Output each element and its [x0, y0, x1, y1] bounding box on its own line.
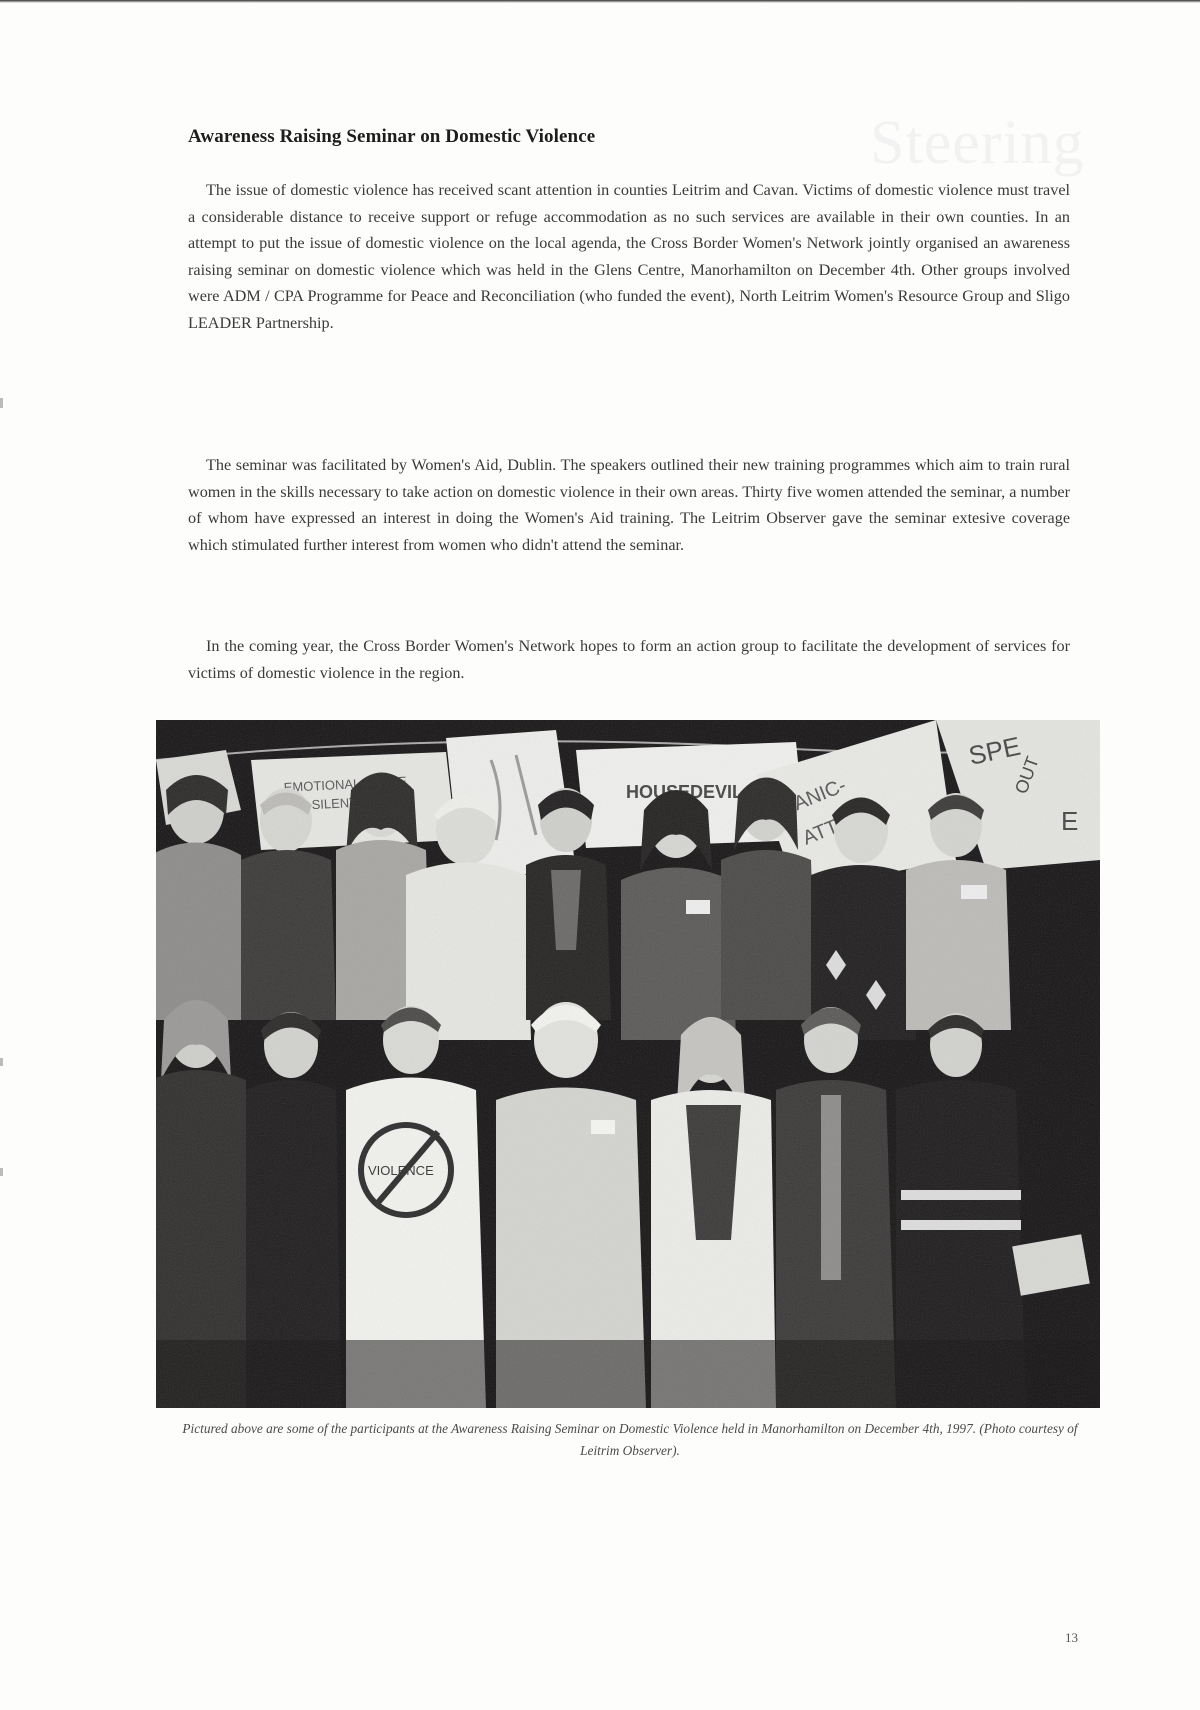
paragraph-seminar: The seminar was facilitated by Women's Aid, Dublin. The speakers outlined their new training programmes which aim to train rural women in the skills necessary to take action on domestic violence in their own areas. Thirty five women attended the seminar, a number of whom have expressed an interest in doing the Women's Aid training. The Leitrim Observer gave the seminar extesive coverage which stimulated further interest from women who didn't attend the seminar.	[188, 456, 1070, 554]
scan-top-edge	[0, 0, 1200, 3]
photo-caption: Pictured above are some of the participants at the Awareness Raising Seminar on Domestic Violence held in Manorhamilton on December 4th, 1997. (Photo courtesy of Leitrim Observer).	[182, 1421, 1078, 1458]
show-through-header: Steering	[870, 109, 1085, 177]
page-number: 13	[1065, 1630, 1078, 1645]
paragraph-future: In the coming year, the Cross Border Women's Network hopes to form an action group to facilitate the development of services for victims of domestic violence in the region.	[188, 637, 1070, 682]
scan-edge-mark	[0, 398, 3, 408]
photo-illustration	[156, 720, 1100, 1408]
section-heading: Awareness Raising Seminar on Domestic Violence	[188, 126, 596, 147]
scan-edge-mark	[0, 1168, 3, 1176]
film-grain	[156, 720, 1100, 1408]
group-photograph	[156, 720, 1100, 1408]
paragraph-intro: The issue of domestic violence has received scant attention in counties Leitrim and Cavan. Victims of domestic violence must travel a considerable distance to receive support or refuge accommodation as no such services are available in their own counties. In an attempt to put the issue of domestic violence on the local agenda, the Cross Border Women's Network jointly organised an awareness raising seminar on domestic violence which was held in the Glens Centre, Manorhamilton on December 4th. Other groups involved were ADM / CPA Programme for Peace and Reconciliation (who funded the event), North Leitrim Women's Resource Group and Sligo LEADER Partnership.	[188, 181, 1070, 332]
scan-edge-mark	[0, 1058, 3, 1066]
